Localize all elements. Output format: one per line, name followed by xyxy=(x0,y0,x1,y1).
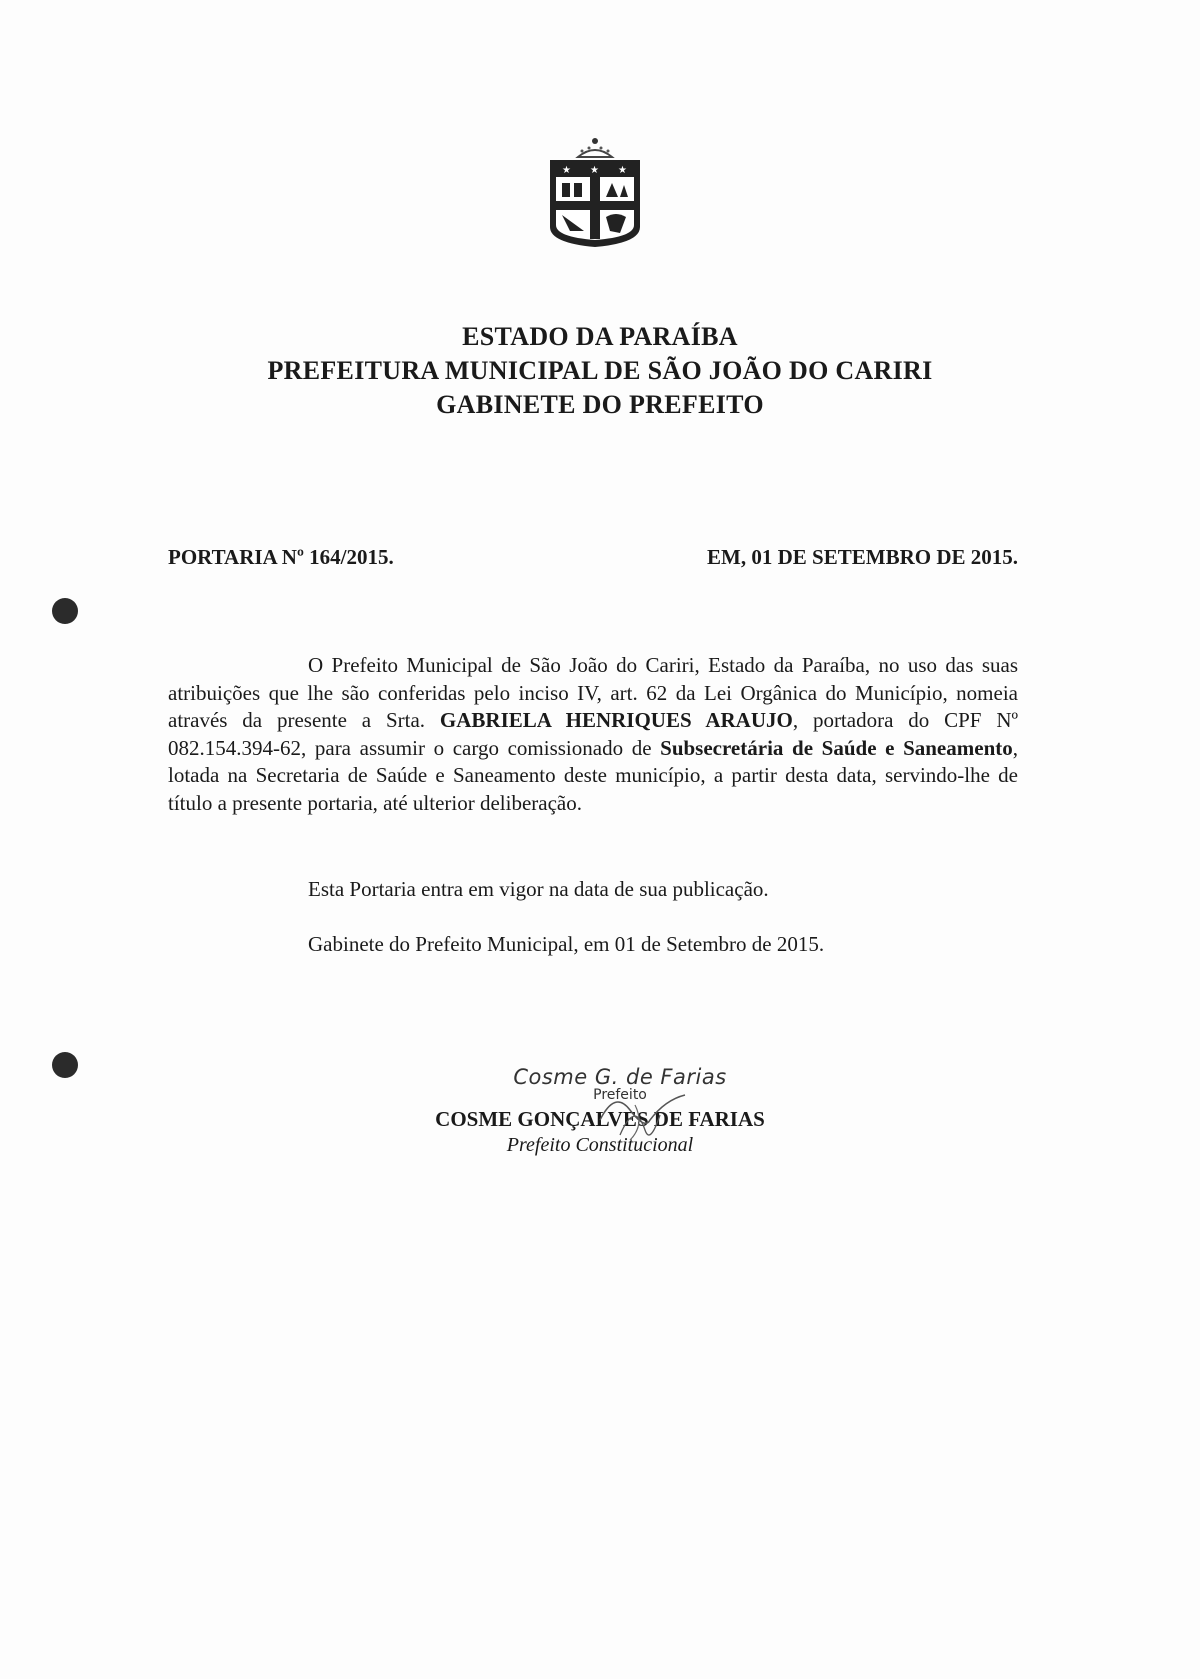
portaria-number: PORTARIA Nº 164/2015. xyxy=(168,545,394,569)
header-municipality: PREFEITURA MUNICIPAL DE SÃO JOÃO DO CARIRI xyxy=(267,356,933,385)
coat-of-arms-icon xyxy=(540,135,650,253)
svg-text:★: ★ xyxy=(590,165,599,176)
handwritten-signature-icon xyxy=(590,1080,690,1150)
body-text-c: , lotada na Secretaria de Saúde e Saneamento deste município, a partir desta data, servindo-lhe de título a presente portaria, até ulterior deliberação. xyxy=(168,735,1018,815)
header-state: ESTADO DA PARAÍBA xyxy=(462,322,738,351)
position-title: Subsecretária de Saúde e Saneamento xyxy=(660,735,1013,760)
signature-stamp-title: Prefeito xyxy=(593,1087,647,1103)
body-text-b: , portadora do CPF Nº 082.154.394-62, para assumir o cargo comissionado de xyxy=(168,708,1018,760)
body-paragraph-3: Gabinete do Prefeito Municipal, em 01 de Setembro de 2015. xyxy=(308,932,825,956)
appointee-name: GABRIELA HENRIQUES ARAUJO xyxy=(439,708,793,732)
body-paragraph-1 xyxy=(168,652,1018,817)
svg-text:★: ★ xyxy=(618,165,627,176)
header-office: GABINETE DO PREFEITO xyxy=(436,390,764,419)
punch-hole xyxy=(52,598,78,624)
body-text-a: O Prefeito Municipal de São João do Cariri, Estado da Paraíba, no uso das suas atribuições que lhe são conferidas pelo inciso IV, art. 62 da Lei Orgânica do Município, nomeia através da presente a Srta. xyxy=(168,653,1018,732)
document-header xyxy=(0,320,1200,422)
signature-stamp-name: Cosme G. de Farias xyxy=(513,1065,727,1089)
svg-text:★: ★ xyxy=(562,165,571,176)
signatory-role: Prefeito Constitucional xyxy=(506,1134,694,1156)
signatory-name: COSME GONÇALVES DE FARIAS xyxy=(435,1107,765,1131)
portaria-date: EM, 01 DE SETEMBRO DE 2015. xyxy=(707,545,1018,569)
body-paragraph-2: Esta Portaria entra em vigor na data de sua publicação. xyxy=(308,877,769,901)
